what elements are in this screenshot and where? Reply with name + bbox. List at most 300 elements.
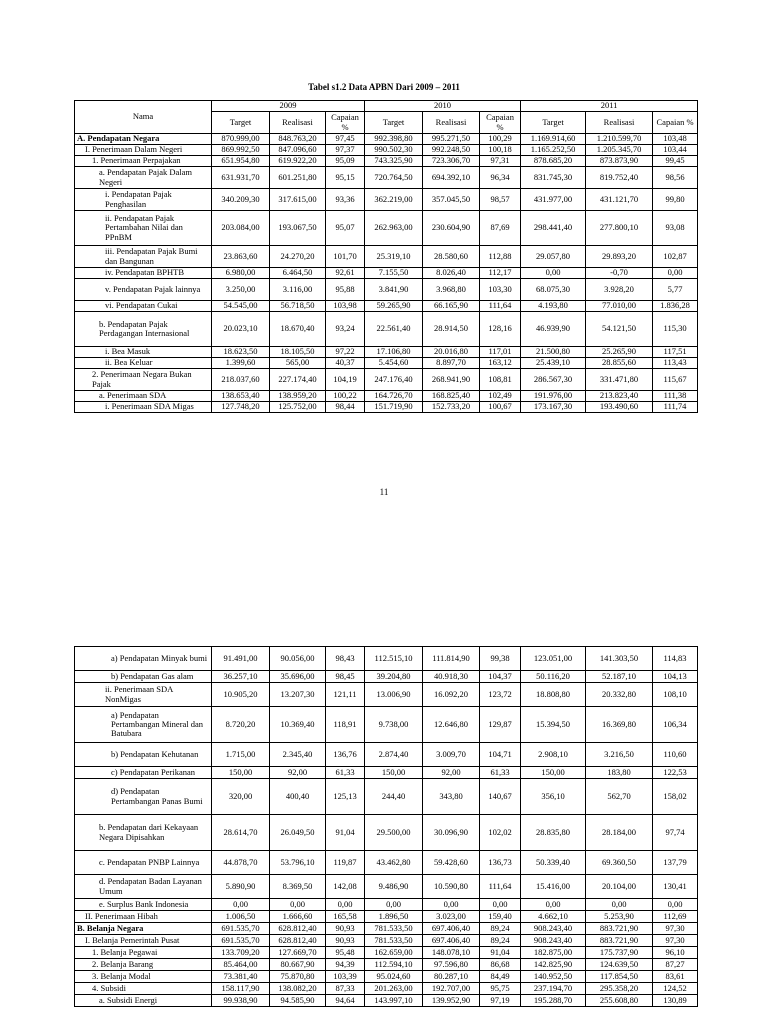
cell-capaian-2011: 93,08 (653, 211, 698, 246)
cell-realisasi-2009: 628.812,40 (270, 935, 326, 947)
cell-target-2009: 6.980,00 (212, 268, 270, 279)
cell-realisasi-2011: 0,00 (586, 899, 653, 911)
row-label: I. Belanja Pemerintah Pusat (75, 935, 212, 947)
cell-realisasi-2009: 400,40 (270, 779, 326, 815)
cell-target-2011: 182.875,00 (521, 947, 586, 959)
cell-realisasi-2009: 847.096,60 (270, 145, 326, 156)
column-header-realisasi: Realisasi (423, 112, 480, 134)
row-label: ii. Pendapatan Pajak Pertambahan Nilai dan PPnBM (75, 211, 212, 246)
cell-realisasi-2011: 562,70 (586, 779, 653, 815)
cell-realisasi-2009: 24.270,20 (270, 246, 326, 268)
cell-capaian-2011: 97,30 (653, 923, 698, 935)
apbn-table-part-2 (74, 646, 698, 1007)
cell-target-2011: 4.193,80 (521, 301, 586, 312)
cell-target-2009: 133.709,20 (212, 947, 270, 959)
cell-target-2011: 15.394,50 (521, 707, 586, 743)
cell-capaian-2011: 97,74 (653, 815, 698, 851)
cell-realisasi-2009: 1.666,60 (270, 911, 326, 923)
cell-target-2010: 3.841,90 (365, 279, 423, 301)
cell-capaian-2010: 86,68 (480, 959, 521, 971)
cell-realisasi-2011: 54.121,50 (586, 312, 653, 347)
cell-target-2010: 990.502,30 (365, 145, 423, 156)
table-row (75, 189, 698, 211)
cell-target-2010: 112.594,10 (365, 959, 423, 971)
cell-target-2010: 95.024,60 (365, 971, 423, 983)
cell-capaian-2010: 97,31 (480, 156, 521, 167)
row-label: vi. Pendapatan Cukai (75, 301, 212, 312)
cell-realisasi-2011: 3.928,20 (586, 279, 653, 301)
table-title: Tabel s1.2 Data APBN Dari 2009 – 2011 (308, 82, 460, 92)
cell-target-2010: 162.659,00 (365, 947, 423, 959)
cell-capaian-2010: 84,49 (480, 971, 521, 983)
cell-capaian-2011: 115,67 (653, 369, 698, 391)
cell-realisasi-2009: 56.718,50 (270, 301, 326, 312)
cell-target-2009: 340.209,30 (212, 189, 270, 211)
cell-target-2010: 244,40 (365, 779, 423, 815)
row-label: iv. Pendapatan BPHTB (75, 268, 212, 279)
cell-realisasi-2010: 8.026,40 (423, 268, 480, 279)
row-label: i. Pendapatan Pajak Penghasilan (75, 189, 212, 211)
cell-target-2009: 138.653,40 (212, 391, 270, 402)
table-row (75, 947, 698, 959)
cell-capaian-2011: 115,30 (653, 312, 698, 347)
cell-target-2011: 21.500,80 (521, 347, 586, 358)
cell-capaian-2009: 95,09 (326, 156, 365, 167)
cell-capaian-2011: 114,83 (653, 647, 698, 671)
table-row (75, 971, 698, 983)
cell-realisasi-2011: 277.800,10 (586, 211, 653, 246)
cell-capaian-2009: 61,33 (326, 767, 365, 779)
cell-target-2009: 651.954,80 (212, 156, 270, 167)
table-row (75, 145, 698, 156)
cell-capaian-2010: 87,69 (480, 211, 521, 246)
cell-capaian-2009: 142,08 (326, 875, 365, 899)
cell-target-2011: 431.977,00 (521, 189, 586, 211)
cell-realisasi-2010: 268.941,90 (423, 369, 480, 391)
cell-capaian-2010: 102,02 (480, 815, 521, 851)
column-header-nama: Nama (75, 101, 212, 134)
cell-target-2009: 3.250,00 (212, 279, 270, 301)
cell-target-2011: 878.685,20 (521, 156, 586, 167)
cell-capaian-2010: 103,30 (480, 279, 521, 301)
cell-realisasi-2010: 40.918,30 (423, 671, 480, 683)
cell-realisasi-2011: 16.369,80 (586, 707, 653, 743)
cell-target-2011: 46.939,90 (521, 312, 586, 347)
cell-capaian-2011: 113,43 (653, 358, 698, 369)
year-header-2010: 2010 (365, 101, 521, 112)
cell-target-2009: 1.399,60 (212, 358, 270, 369)
cell-target-2009: 1.006,50 (212, 911, 270, 923)
column-header-capaian: Capaian % (653, 112, 698, 134)
cell-target-2010: 0,00 (365, 899, 423, 911)
table-row (75, 369, 698, 391)
cell-realisasi-2011: 295.358,20 (586, 983, 653, 995)
cell-capaian-2009: 95,15 (326, 167, 365, 189)
cell-target-2010: 164.726,70 (365, 391, 423, 402)
cell-capaian-2009: 95,07 (326, 211, 365, 246)
cell-capaian-2011: 137,79 (653, 851, 698, 875)
row-label: d. Pendapatan Badan Layanan Umum (75, 875, 212, 899)
cell-capaian-2011: 0,00 (653, 899, 698, 911)
table-row (75, 935, 698, 947)
cell-realisasi-2009: 138.082,20 (270, 983, 326, 995)
cell-target-2009: 18.623,50 (212, 347, 270, 358)
cell-target-2010: 9.486,90 (365, 875, 423, 899)
cell-capaian-2009: 94,64 (326, 995, 365, 1007)
cell-target-2011: 29.057,80 (521, 246, 586, 268)
row-label: A. Pendapatan Negara (75, 134, 212, 145)
cell-target-2010: 22.561,40 (365, 312, 423, 347)
table-row (75, 743, 698, 767)
table-row (75, 983, 698, 995)
cell-target-2009: 44.878,70 (212, 851, 270, 875)
cell-capaian-2010: 111,64 (480, 301, 521, 312)
cell-realisasi-2011: 20.104,00 (586, 875, 653, 899)
cell-target-2009: 99.938,90 (212, 995, 270, 1007)
cell-capaian-2009: 97,45 (326, 134, 365, 145)
row-label: e. Surplus Bank Indonesia (75, 899, 212, 911)
cell-capaian-2011: 108,10 (653, 683, 698, 707)
table-row (75, 134, 698, 145)
cell-capaian-2011: 103,44 (653, 145, 698, 156)
cell-target-2010: 247.176,40 (365, 369, 423, 391)
row-label: i. Bea Masuk (75, 347, 212, 358)
cell-realisasi-2010: 97.596,80 (423, 959, 480, 971)
table-row (75, 899, 698, 911)
cell-target-2009: 0,00 (212, 899, 270, 911)
cell-realisasi-2011: 77.010,00 (586, 301, 653, 312)
table-row (75, 683, 698, 707)
cell-target-2011: 0,00 (521, 268, 586, 279)
cell-realisasi-2010: 3.023,00 (423, 911, 480, 923)
row-label: b) Pendapatan Kehutanan (75, 743, 212, 767)
cell-capaian-2010: 91,04 (480, 947, 521, 959)
cell-capaian-2010: 100,67 (480, 402, 521, 413)
cell-target-2010: 781.533,50 (365, 935, 423, 947)
cell-realisasi-2010: 66.165,90 (423, 301, 480, 312)
cell-target-2011: 286.567,30 (521, 369, 586, 391)
table-row (75, 815, 698, 851)
cell-realisasi-2011: 883.721,90 (586, 923, 653, 935)
cell-target-2010: 112.515,10 (365, 647, 423, 671)
cell-target-2009: 127.748,20 (212, 402, 270, 413)
table-row (75, 347, 698, 358)
cell-target-2011: 0,00 (521, 899, 586, 911)
cell-realisasi-2011: 141.303,50 (586, 647, 653, 671)
cell-capaian-2011: 112,69 (653, 911, 698, 923)
row-label: 2. Penerimaan Negara Bukan Pajak (75, 369, 212, 391)
year-header-2011: 2011 (521, 101, 698, 112)
cell-capaian-2011: 130,89 (653, 995, 698, 1007)
cell-realisasi-2011: 117.854,50 (586, 971, 653, 983)
cell-capaian-2009: 94,39 (326, 959, 365, 971)
cell-realisasi-2010: 992.248,50 (423, 145, 480, 156)
cell-capaian-2011: 103,48 (653, 134, 698, 145)
cell-realisasi-2011: 20.332,80 (586, 683, 653, 707)
cell-realisasi-2011: 29.893,20 (586, 246, 653, 268)
row-label: i. Penerimaan SDA Migas (75, 402, 212, 413)
cell-capaian-2011: 158,02 (653, 779, 698, 815)
cell-target-2011: 50.339,40 (521, 851, 586, 875)
cell-target-2010: 143.997,10 (365, 995, 423, 1007)
cell-realisasi-2011: 193.490,60 (586, 402, 653, 413)
cell-target-2010: 743.325,90 (365, 156, 423, 167)
cell-capaian-2011: 111,74 (653, 402, 698, 413)
cell-capaian-2009: 90,93 (326, 935, 365, 947)
table-row (75, 358, 698, 369)
cell-target-2011: 908.243,40 (521, 935, 586, 947)
cell-target-2010: 5.454,60 (365, 358, 423, 369)
cell-target-2011: 2.908,10 (521, 743, 586, 767)
cell-target-2009: 20.023,10 (212, 312, 270, 347)
cell-target-2011: 908.243,40 (521, 923, 586, 935)
row-label: 4. Subsidi (75, 983, 212, 995)
cell-realisasi-2009: 0,00 (270, 899, 326, 911)
cell-capaian-2009: 97,37 (326, 145, 365, 156)
page-number: 11 (379, 487, 389, 497)
cell-capaian-2009: 104,19 (326, 369, 365, 391)
cell-target-2010: 39.204,80 (365, 671, 423, 683)
cell-capaian-2010: 117,01 (480, 347, 521, 358)
cell-capaian-2009: 98,45 (326, 671, 365, 683)
cell-realisasi-2009: 53.796,10 (270, 851, 326, 875)
cell-target-2011: 237.194,70 (521, 983, 586, 995)
table-row (75, 391, 698, 402)
cell-target-2011: 50.116,20 (521, 671, 586, 683)
cell-realisasi-2010: 111.814,90 (423, 647, 480, 671)
table-row (75, 995, 698, 1007)
cell-target-2011: 28.835,80 (521, 815, 586, 851)
cell-target-2009: 869.992,50 (212, 145, 270, 156)
cell-capaian-2010: 98,57 (480, 189, 521, 211)
cell-capaian-2009: 92,61 (326, 268, 365, 279)
cell-capaian-2010: 99,38 (480, 647, 521, 671)
cell-realisasi-2010: 192.707,00 (423, 983, 480, 995)
cell-capaian-2010: 0,00 (480, 899, 521, 911)
column-header-capaian: Capaian % (480, 112, 521, 134)
cell-target-2011: 150,00 (521, 767, 586, 779)
cell-realisasi-2009: 193.067,50 (270, 211, 326, 246)
cell-capaian-2010: 140,67 (480, 779, 521, 815)
cell-realisasi-2009: 92,00 (270, 767, 326, 779)
cell-capaian-2011: 98,56 (653, 167, 698, 189)
cell-capaian-2011: 122,53 (653, 767, 698, 779)
cell-capaian-2009: 101,70 (326, 246, 365, 268)
cell-capaian-2010: 100,18 (480, 145, 521, 156)
cell-target-2009: 28.614,70 (212, 815, 270, 851)
cell-target-2011: 68.075,30 (521, 279, 586, 301)
cell-realisasi-2009: 90.056,00 (270, 647, 326, 671)
cell-realisasi-2009: 565,00 (270, 358, 326, 369)
cell-realisasi-2009: 26.049,50 (270, 815, 326, 851)
cell-target-2009: 203.084,00 (212, 211, 270, 246)
cell-target-2011: 195.288,70 (521, 995, 586, 1007)
column-header-target: Target (521, 112, 586, 134)
cell-realisasi-2010: 357.045,50 (423, 189, 480, 211)
cell-capaian-2010: 112,17 (480, 268, 521, 279)
row-label: 1. Belanja Pegawai (75, 947, 212, 959)
column-header-realisasi: Realisasi (586, 112, 653, 134)
cell-realisasi-2010: 10.590,80 (423, 875, 480, 899)
cell-capaian-2011: 111,38 (653, 391, 698, 402)
cell-capaian-2009: 93,36 (326, 189, 365, 211)
cell-capaian-2011: 110,60 (653, 743, 698, 767)
table-row (75, 767, 698, 779)
cell-target-2010: 781.533,50 (365, 923, 423, 935)
cell-target-2009: 91.491,00 (212, 647, 270, 671)
cell-realisasi-2009: 18.105,50 (270, 347, 326, 358)
row-label: b. Pendapatan Pajak Perdagangan Internasional (75, 312, 212, 347)
cell-target-2011: 1.165.252,50 (521, 145, 586, 156)
cell-realisasi-2010: 723.306,70 (423, 156, 480, 167)
cell-realisasi-2010: 3.968,80 (423, 279, 480, 301)
cell-realisasi-2011: 69.360,50 (586, 851, 653, 875)
cell-realisasi-2011: 1.205.345,70 (586, 145, 653, 156)
cell-target-2010: 1.896,50 (365, 911, 423, 923)
cell-capaian-2010: 129,87 (480, 707, 521, 743)
cell-capaian-2011: 97,30 (653, 935, 698, 947)
cell-realisasi-2011: 431.121,70 (586, 189, 653, 211)
cell-realisasi-2010: 3.009,70 (423, 743, 480, 767)
cell-realisasi-2010: 30.096,90 (423, 815, 480, 851)
cell-capaian-2009: 121,11 (326, 683, 365, 707)
table-row (75, 923, 698, 935)
cell-target-2011: 1.169.914,60 (521, 134, 586, 145)
cell-target-2010: 150,00 (365, 767, 423, 779)
cell-realisasi-2010: 343,80 (423, 779, 480, 815)
cell-capaian-2009: 125,13 (326, 779, 365, 815)
cell-capaian-2009: 119,87 (326, 851, 365, 875)
cell-realisasi-2009: 601.251,80 (270, 167, 326, 189)
table-row (75, 707, 698, 743)
table-row (75, 875, 698, 899)
cell-capaian-2010: 89,24 (480, 923, 521, 935)
cell-capaian-2010: 100,29 (480, 134, 521, 145)
cell-realisasi-2011: 183,80 (586, 767, 653, 779)
cell-realisasi-2011: 52.187,10 (586, 671, 653, 683)
cell-capaian-2009: 0,00 (326, 899, 365, 911)
cell-capaian-2010: 108,81 (480, 369, 521, 391)
table-row (75, 301, 698, 312)
cell-realisasi-2009: 125.752,00 (270, 402, 326, 413)
cell-target-2009: 691.535,70 (212, 935, 270, 947)
cell-capaian-2010: 112,88 (480, 246, 521, 268)
cell-target-2009: 73.381,40 (212, 971, 270, 983)
cell-target-2009: 5.890,90 (212, 875, 270, 899)
cell-realisasi-2009: 628.812,40 (270, 923, 326, 935)
cell-realisasi-2010: 697.406,40 (423, 935, 480, 947)
cell-target-2010: 17.106,80 (365, 347, 423, 358)
cell-target-2010: 43.462,80 (365, 851, 423, 875)
cell-capaian-2010: 128,16 (480, 312, 521, 347)
cell-target-2009: 36.257,10 (212, 671, 270, 683)
cell-capaian-2010: 123,72 (480, 683, 521, 707)
cell-realisasi-2010: 697.406,40 (423, 923, 480, 935)
cell-realisasi-2011: 819.752,40 (586, 167, 653, 189)
table-row (75, 911, 698, 923)
row-label: 3. Belanja Modal (75, 971, 212, 983)
cell-capaian-2010: 95,75 (480, 983, 521, 995)
cell-target-2010: 29.500,00 (365, 815, 423, 851)
table-row (75, 312, 698, 347)
cell-capaian-2009: 136,76 (326, 743, 365, 767)
cell-capaian-2009: 100,22 (326, 391, 365, 402)
cell-target-2011: 191.976,00 (521, 391, 586, 402)
cell-capaian-2011: 5,77 (653, 279, 698, 301)
row-label: a. Subsidi Energi (75, 995, 212, 1007)
cell-target-2010: 25.319,10 (365, 246, 423, 268)
table-row (75, 268, 698, 279)
cell-target-2010: 151.719,90 (365, 402, 423, 413)
cell-target-2009: 54.545,00 (212, 301, 270, 312)
cell-target-2009: 320,00 (212, 779, 270, 815)
cell-capaian-2010: 104,37 (480, 671, 521, 683)
table-row (75, 647, 698, 671)
cell-realisasi-2011: 28.855,60 (586, 358, 653, 369)
cell-target-2011: 298.441,40 (521, 211, 586, 246)
row-label: I. Penerimaan Dalam Negeri (75, 145, 212, 156)
cell-realisasi-2010: 694.392,10 (423, 167, 480, 189)
cell-capaian-2011: 83,61 (653, 971, 698, 983)
cell-capaian-2011: 99,45 (653, 156, 698, 167)
cell-target-2011: 356,10 (521, 779, 586, 815)
cell-realisasi-2010: 0,00 (423, 899, 480, 911)
cell-capaian-2010: 159,40 (480, 911, 521, 923)
table-row (75, 279, 698, 301)
row-label: 1. Penerimaan Perpajakan (75, 156, 212, 167)
cell-capaian-2010: 102,49 (480, 391, 521, 402)
cell-capaian-2011: 1.836,28 (653, 301, 698, 312)
cell-target-2011: 18.808,80 (521, 683, 586, 707)
cell-target-2009: 218.037,60 (212, 369, 270, 391)
column-header-realisasi: Realisasi (270, 112, 326, 134)
cell-target-2011: 4.662,10 (521, 911, 586, 923)
table-row (75, 246, 698, 268)
table-row (75, 671, 698, 683)
cell-realisasi-2011: 873.873,90 (586, 156, 653, 167)
cell-capaian-2010: 104,71 (480, 743, 521, 767)
row-label: 2. Belanja Barang (75, 959, 212, 971)
cell-capaian-2011: 102,87 (653, 246, 698, 268)
cell-capaian-2011: 117,51 (653, 347, 698, 358)
cell-target-2011: 173.167,30 (521, 402, 586, 413)
cell-realisasi-2009: 619.922,20 (270, 156, 326, 167)
cell-target-2010: 992.398,80 (365, 134, 423, 145)
cell-target-2010: 262.963,00 (365, 211, 423, 246)
cell-target-2011: 25.439,10 (521, 358, 586, 369)
cell-capaian-2011: 130,41 (653, 875, 698, 899)
cell-capaian-2011: 104,13 (653, 671, 698, 683)
table-row (75, 402, 698, 413)
cell-realisasi-2011: 255.608,80 (586, 995, 653, 1007)
cell-realisasi-2009: 13.207,30 (270, 683, 326, 707)
cell-capaian-2011: 124,52 (653, 983, 698, 995)
cell-realisasi-2011: 124.639,50 (586, 959, 653, 971)
cell-target-2009: 870.999,00 (212, 134, 270, 145)
row-label: a) Pendapatan Pertambangan Mineral dan Batubara (75, 707, 212, 743)
cell-realisasi-2011: 1.210.599,70 (586, 134, 653, 145)
table-row (75, 959, 698, 971)
cell-target-2009: 158.117,90 (212, 983, 270, 995)
cell-realisasi-2010: 80.287,10 (423, 971, 480, 983)
cell-realisasi-2009: 2.345,40 (270, 743, 326, 767)
cell-realisasi-2010: 59.428,60 (423, 851, 480, 875)
row-label: b) Pendapatan Gas alam (75, 671, 212, 683)
cell-realisasi-2011: 213.823,40 (586, 391, 653, 402)
cell-capaian-2009: 95,48 (326, 947, 365, 959)
cell-target-2009: 631.931,70 (212, 167, 270, 189)
cell-realisasi-2010: 230.604,90 (423, 211, 480, 246)
